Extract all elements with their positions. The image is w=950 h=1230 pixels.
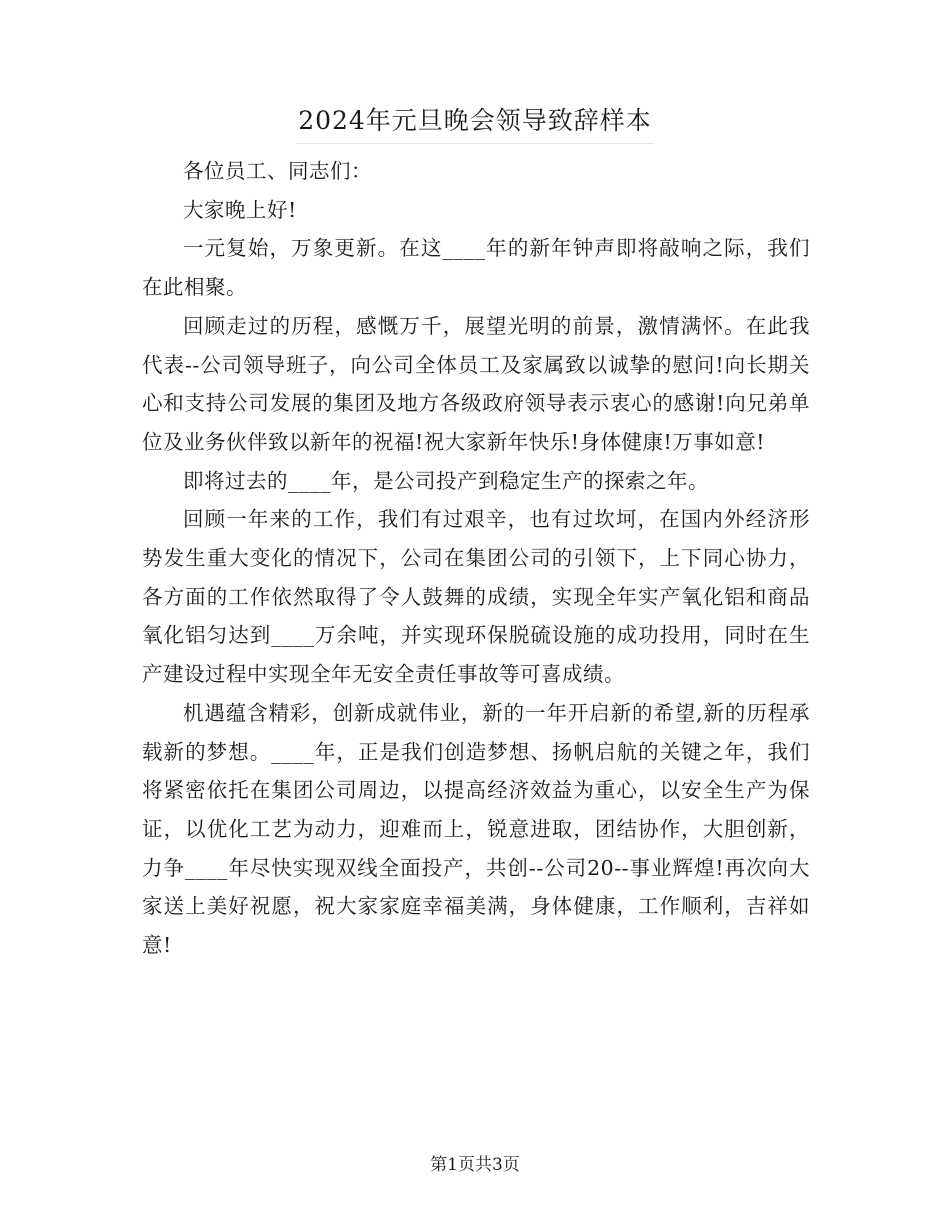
page-footer: 第1页共3页 xyxy=(430,1155,520,1175)
thanks-paragraph: 回顾走过的历程，感慨万千，展望光明的前景，激情满怀。在此我代表--公司领导班子，向公司全体员工及家属致以诚挚的慰问!向长期关心和支持公司发展的集团及地方各级政府领导表示衷心的感谢!向兄弟单位及业务伙伴致以新年的祝福!祝大家新年快乐!身体健康!万事如意! xyxy=(142,313,810,454)
title-container xyxy=(0,101,950,144)
outlook-paragraph: 机遇蕴含精彩，创新成就伟业，新的一年开启新的希望,新的历程承载新的梦想。____年，正是我们创造梦想、扬帆启航的关键之年，我们将紧密依托在集团公司周边，以提高经济效益为重心，以安全生产为保证，以优化工艺为动力，迎难而上，锐意进取，团结协作，大胆创新，力争____年尽快实现双线全面投产，共创--公司20--事业辉煌!再次向大家送上美好祝愿，祝大家家庭幸福美满，身体健康，工作顺利，吉祥如意! xyxy=(142,700,810,958)
salutation-paragraph: 大家晚上好! xyxy=(183,197,297,222)
document-title: 2024年元旦晚会领导致辞样本 xyxy=(296,101,654,144)
opening-paragraph: 一元复始，万象更新。在这____年的新年钟声即将敲响之际，我们在此相聚。 xyxy=(142,236,810,300)
greeting-paragraph: 各位员工、同志们： xyxy=(183,159,372,183)
review-paragraph: 回顾一年来的工作，我们有过艰辛，也有过坎坷，在国内外经济形势发生重大变化的情况下，公司在集团公司的引领下，上下同心协力，各方面的工作依然取得了令人鼓舞的成绩，实现全年实产氧化铝和商品氧化铝匀达到____万余吨，并实现环保脱硫设施的成功投用，同时在生产建设过程中实现全年无安全责任事故等可喜成绩。 xyxy=(142,507,810,687)
past-year-paragraph: 即将过去的____年，是公司投产到稳定生产的探索之年。 xyxy=(183,468,709,493)
document-body xyxy=(142,152,810,965)
